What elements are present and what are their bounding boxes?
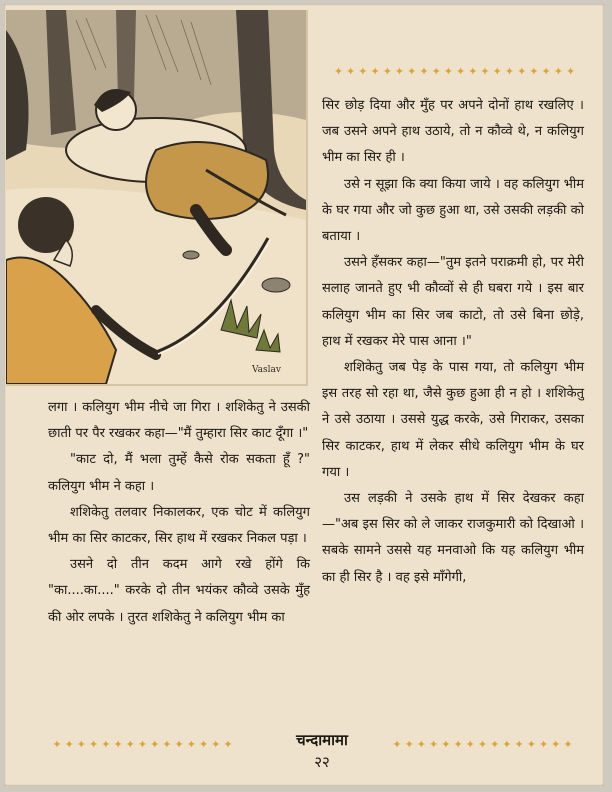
paragraph: उसने दो तीन कदम आगे रखे होंगे कि "का....का...." करके दो तीन भयंकर कौव्वे उसके मुँह की ओर लपके । तुरत शशिकेतु ने कलियुग भीम का xyxy=(48,557,310,625)
paragraph: उसने हँसकर कहा—"तुम इतने पराक्रमी हो, पर मेरी सलाह जानते हुए भी कौव्वों से ही घबरा गये । इस बार कलियुग भीम का सिर जब काटो, तो उसे बिना छोड़े, हाथ में रखकर मेरे पास आना ।" xyxy=(322,255,584,349)
story-illustration xyxy=(6,10,308,386)
paragraph: उस लड़की ने उसके हाथ में सिर देखकर कहा—"अब इस सिर को ले जाकर राजकुमारी को दिखाओ । सबके सामने उससे यह मनवाओ कि यह कलियुग भीम का ही सिर है । वह इसे माँगेगी, xyxy=(322,491,584,585)
left-text-column xyxy=(48,395,310,631)
paragraph: लगा । कलियुग भीम नीचे जा गिरा । शशिकेतु ने उसकी छाती पर पैर रखकर कहा—"मैं तुम्हारा सिर काट दूँगा ।" xyxy=(48,400,310,442)
paragraph: शशिकेतु तलवार निकालकर, एक चोट में कलियुग भीम का सिर काटकर, सिर हाथ में रखकर निकल पड़ा । xyxy=(48,504,310,547)
magazine-page xyxy=(4,4,604,786)
magazine-name: चन्दामामा xyxy=(296,731,348,749)
ornament-border-bottom-right: ✦✦✦✦✦✦✦✦✦✦✦✦✦✦✦ xyxy=(392,738,576,751)
paragraph: शशिकेतु जब पेड़ के पास गया, तो कलियुग भीम इस तरह सो रहा था, जैसे कुछ हुआ ही न हो । शशिकेतु ने उसे उठाया । उससे युद्ध करके, उसे गिराकर, उसका सिर काटकर, हाथ में लेकर सीधे कलियुग भीम के घर गया । xyxy=(322,360,584,480)
illustration-drawing xyxy=(6,10,306,384)
page-number: २२ xyxy=(314,753,330,771)
paragraph: उसे न सूझा कि क्या किया जाये । वह कलियुग भीम के घर गया और जो कुछ हुआ था, उसे उसकी लड़की को बताया । xyxy=(322,176,584,245)
artist-signature: Vaslav xyxy=(252,365,281,375)
ornament-border-top: ✦✦✦✦✦✦✦✦✦✦✦✦✦✦✦✦✦✦✦✦ xyxy=(333,65,579,78)
right-text-column xyxy=(322,93,584,591)
paragraph: सिर छोड़ दिया और मुँह पर अपने दोनों हाथ रखलिए । जब उसने अपने हाथ उठाये, तो न कौव्वे थे, न कलियुग भीम का सिर ही । xyxy=(322,98,584,166)
ornament-border-bottom-left: ✦✦✦✦✦✦✦✦✦✦✦✦✦✦✦ xyxy=(52,738,236,751)
paragraph: "काट दो, मैं भला तुम्हें कैसे रोक सकता हूँ ?" कलियुग भीम ने कहा । xyxy=(48,452,310,494)
